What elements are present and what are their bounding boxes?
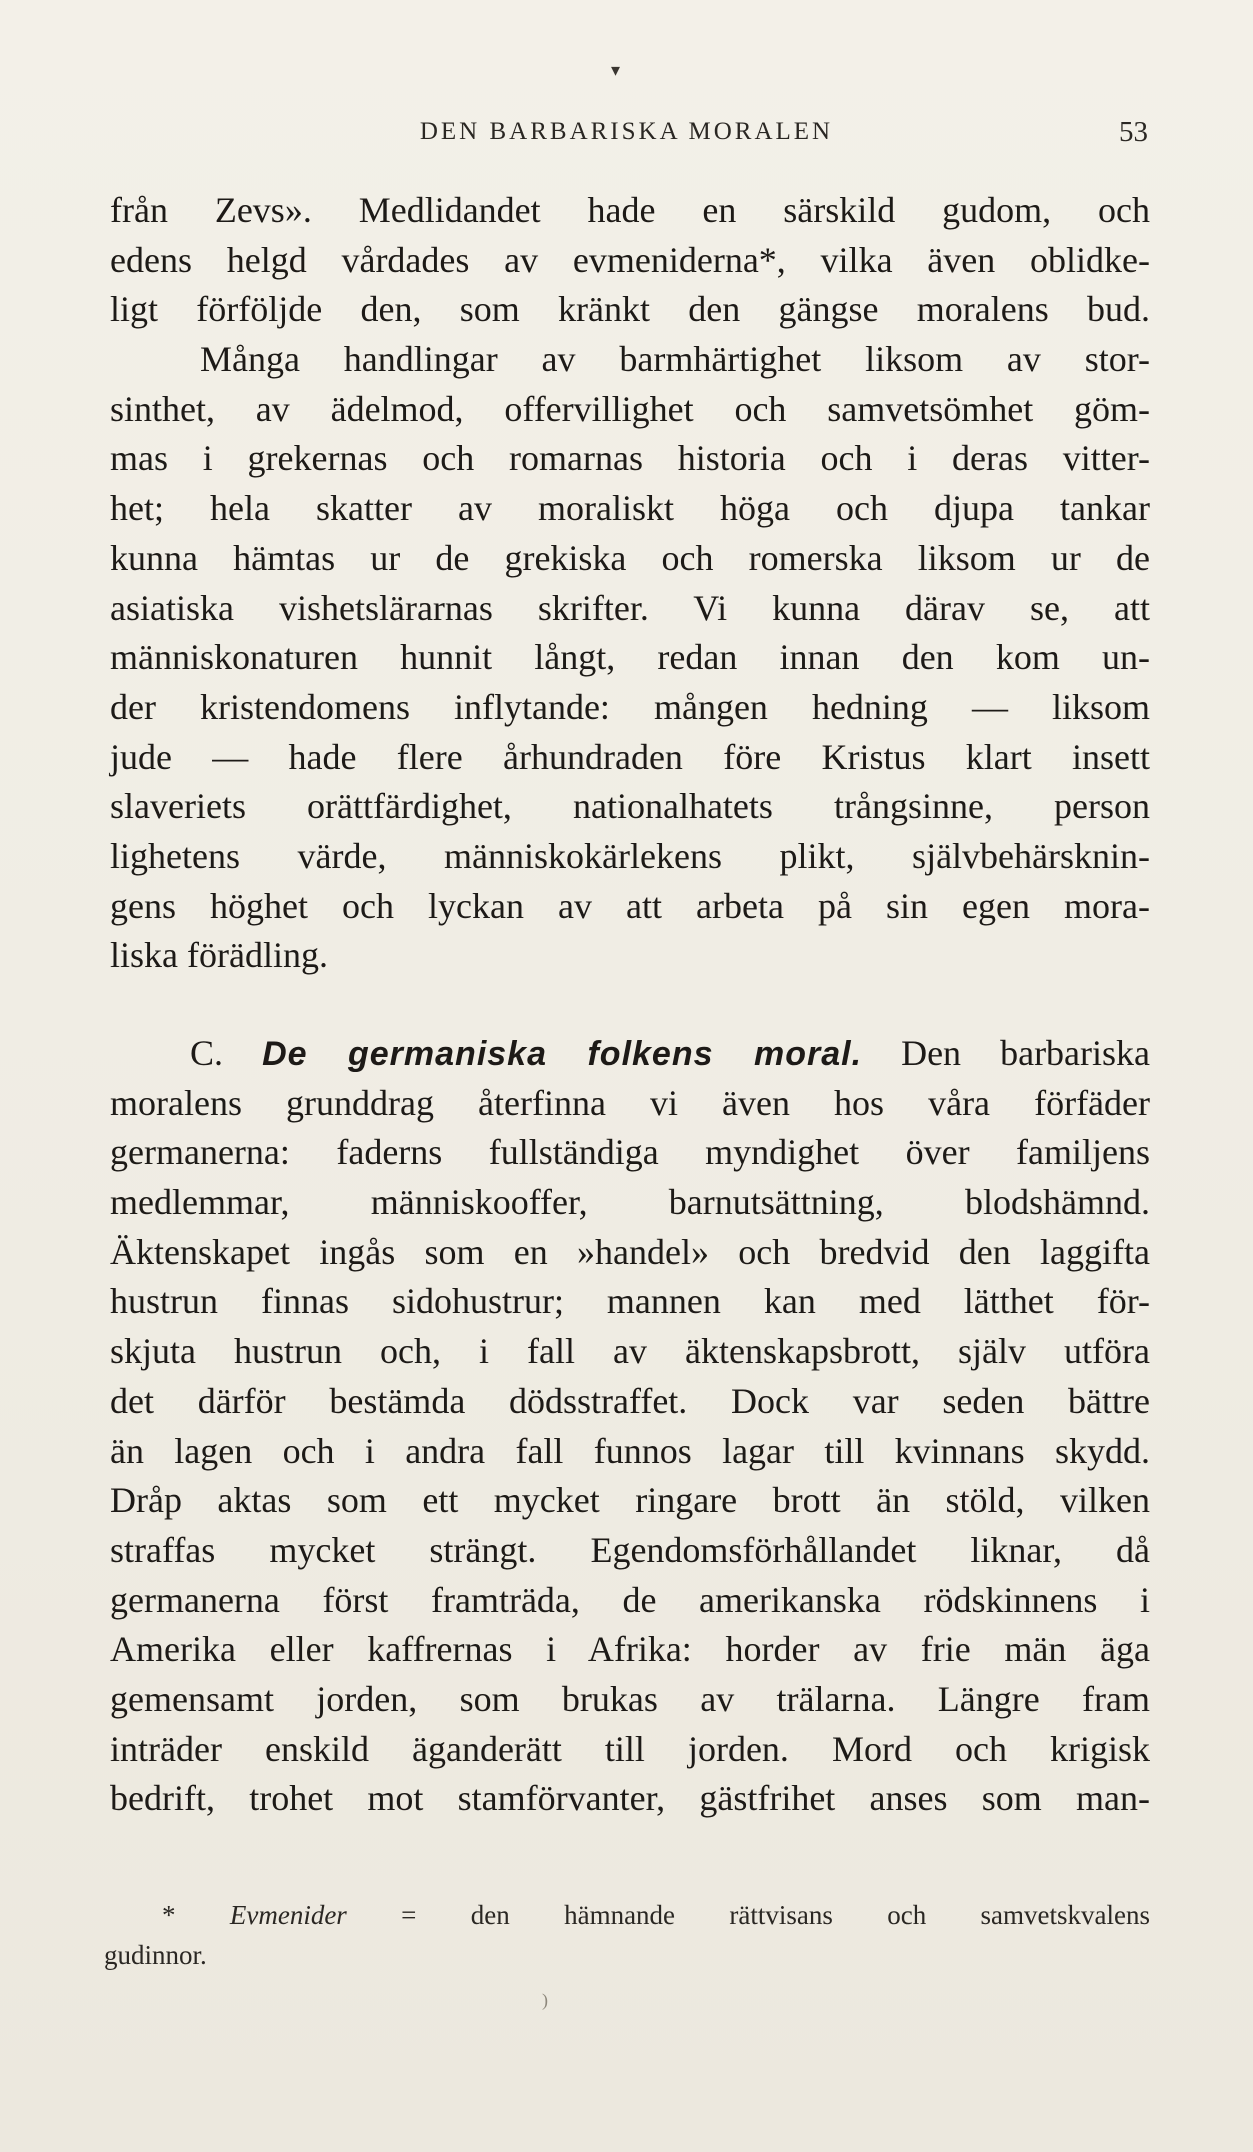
text-line: medlemmar, människooffer, barnutsättning, blodshämnd. bbox=[110, 1182, 1150, 1223]
text-line: skjuta hustrun och, i fall av äktenskapsbrott, själv utföra bbox=[110, 1331, 1150, 1372]
section-title: De germaniska folkens moral. bbox=[262, 1035, 863, 1073]
text-line: germanerna först framträda, de amerikanska rödskinnens i bbox=[110, 1579, 1150, 1620]
text-line: asiatiska vishetslärarnas skrifter. Vi kunna därav se, att bbox=[110, 587, 1150, 628]
section-heading-line bbox=[110, 1029, 1150, 1079]
section-gap bbox=[110, 981, 1150, 1029]
text-line: straffas mycket strängt. Egendomsförhållandet liknar, då bbox=[110, 1529, 1150, 1570]
text-line: Äktenskapet ingås som en »handel» och bredvid den laggifta bbox=[110, 1231, 1150, 1272]
text-line: människonaturen hunnit långt, redan innan den kom un- bbox=[110, 637, 1150, 678]
footnote-marker: * bbox=[162, 1900, 176, 1930]
section-letter: C. bbox=[190, 1033, 224, 1073]
text-line: Amerika eller kaffrernas i Afrika: horder av frie män äga bbox=[110, 1629, 1150, 1670]
text-line: gemensamt jorden, som brukas av trälarna. Längre fram bbox=[110, 1678, 1150, 1719]
text-line: mas i grekernas och romarnas historia och i deras vitter- bbox=[110, 438, 1150, 479]
section-first-line-text: Den barbariska bbox=[901, 1033, 1151, 1073]
section-c bbox=[110, 1029, 1150, 1824]
text-line: inträder enskild äganderätt till jorden. Mord och krigisk bbox=[110, 1728, 1150, 1769]
running-title: DEN BARBARISKA MORALEN bbox=[419, 118, 834, 145]
text-line: liska förädling. bbox=[110, 935, 328, 976]
footnote-continuation: gudinnor. bbox=[104, 1940, 207, 1970]
text-line: sinthet, av ädelmod, offervillighet och samvetsömhet göm- bbox=[110, 388, 1150, 429]
footnote bbox=[104, 1895, 1150, 1975]
text-line: lighetens värde, människokärlekens plikt, självbehärsknin- bbox=[110, 835, 1150, 876]
printer-mark: ▾ bbox=[611, 60, 621, 80]
text-line: slaveriets orättfärdighet, nationalhatets trångsinne, person bbox=[110, 786, 1150, 827]
text-line: det därför bestämda dödsstraffet. Dock var seden bättre bbox=[110, 1380, 1150, 1421]
text-line: Många handlingar av barmhärtighet liksom av stor- bbox=[200, 339, 1150, 380]
text-line: het; hela skatter av moraliskt höga och djupa tankar bbox=[110, 488, 1150, 529]
text-line: ligt förföljde den, som kränkt den gängse moralens bud. bbox=[110, 289, 1150, 330]
text-line: än lagen och i andra fall funnos lagar till kvinnans skydd. bbox=[110, 1430, 1150, 1471]
footnote-definition: = den hämnande rättvisans och samvetskvalens bbox=[401, 1900, 1151, 1930]
text-line: från Zevs». Medlidandet hade en särskild gudom, och bbox=[110, 190, 1150, 230]
text-line: edens helgd vårdades av evmeniderna*, vilka även oblidke- bbox=[110, 239, 1150, 280]
footnote-term: Evmenider bbox=[229, 1900, 347, 1930]
text-line: Dråp aktas som ett mycket ringare brott än stöld, vilken bbox=[110, 1480, 1150, 1521]
paragraph-1 bbox=[110, 186, 1150, 335]
stray-mark: ) bbox=[542, 1990, 548, 2010]
running-header bbox=[0, 114, 1253, 154]
text-line: der kristendomens inflytande: mången hedning — liksom bbox=[110, 686, 1150, 727]
page-number: 53 bbox=[1119, 116, 1148, 148]
body-text bbox=[110, 186, 1150, 1824]
text-line: gens höghet och lyckan av att arbeta på sin egen mora- bbox=[110, 885, 1150, 926]
footnote-line bbox=[104, 1895, 1150, 1935]
text-line: moralens grunddrag återfinna vi även hos våra förfäder bbox=[110, 1082, 1150, 1123]
paragraph-2 bbox=[110, 335, 1150, 981]
text-line: germanerna: faderns fullständiga myndighet över familjens bbox=[110, 1132, 1150, 1173]
text-line: bedrift, trohet mot stamförvanter, gästfrihet anses som man- bbox=[110, 1778, 1150, 1819]
text-line: jude — hade flere århundraden före Kristus klart insett bbox=[110, 736, 1150, 777]
text-line: kunna hämtas ur de grekiska och romerska liksom ur de bbox=[110, 537, 1150, 578]
text-line: hustrun finnas sidohustrur; mannen kan med lätthet för- bbox=[110, 1281, 1150, 1322]
